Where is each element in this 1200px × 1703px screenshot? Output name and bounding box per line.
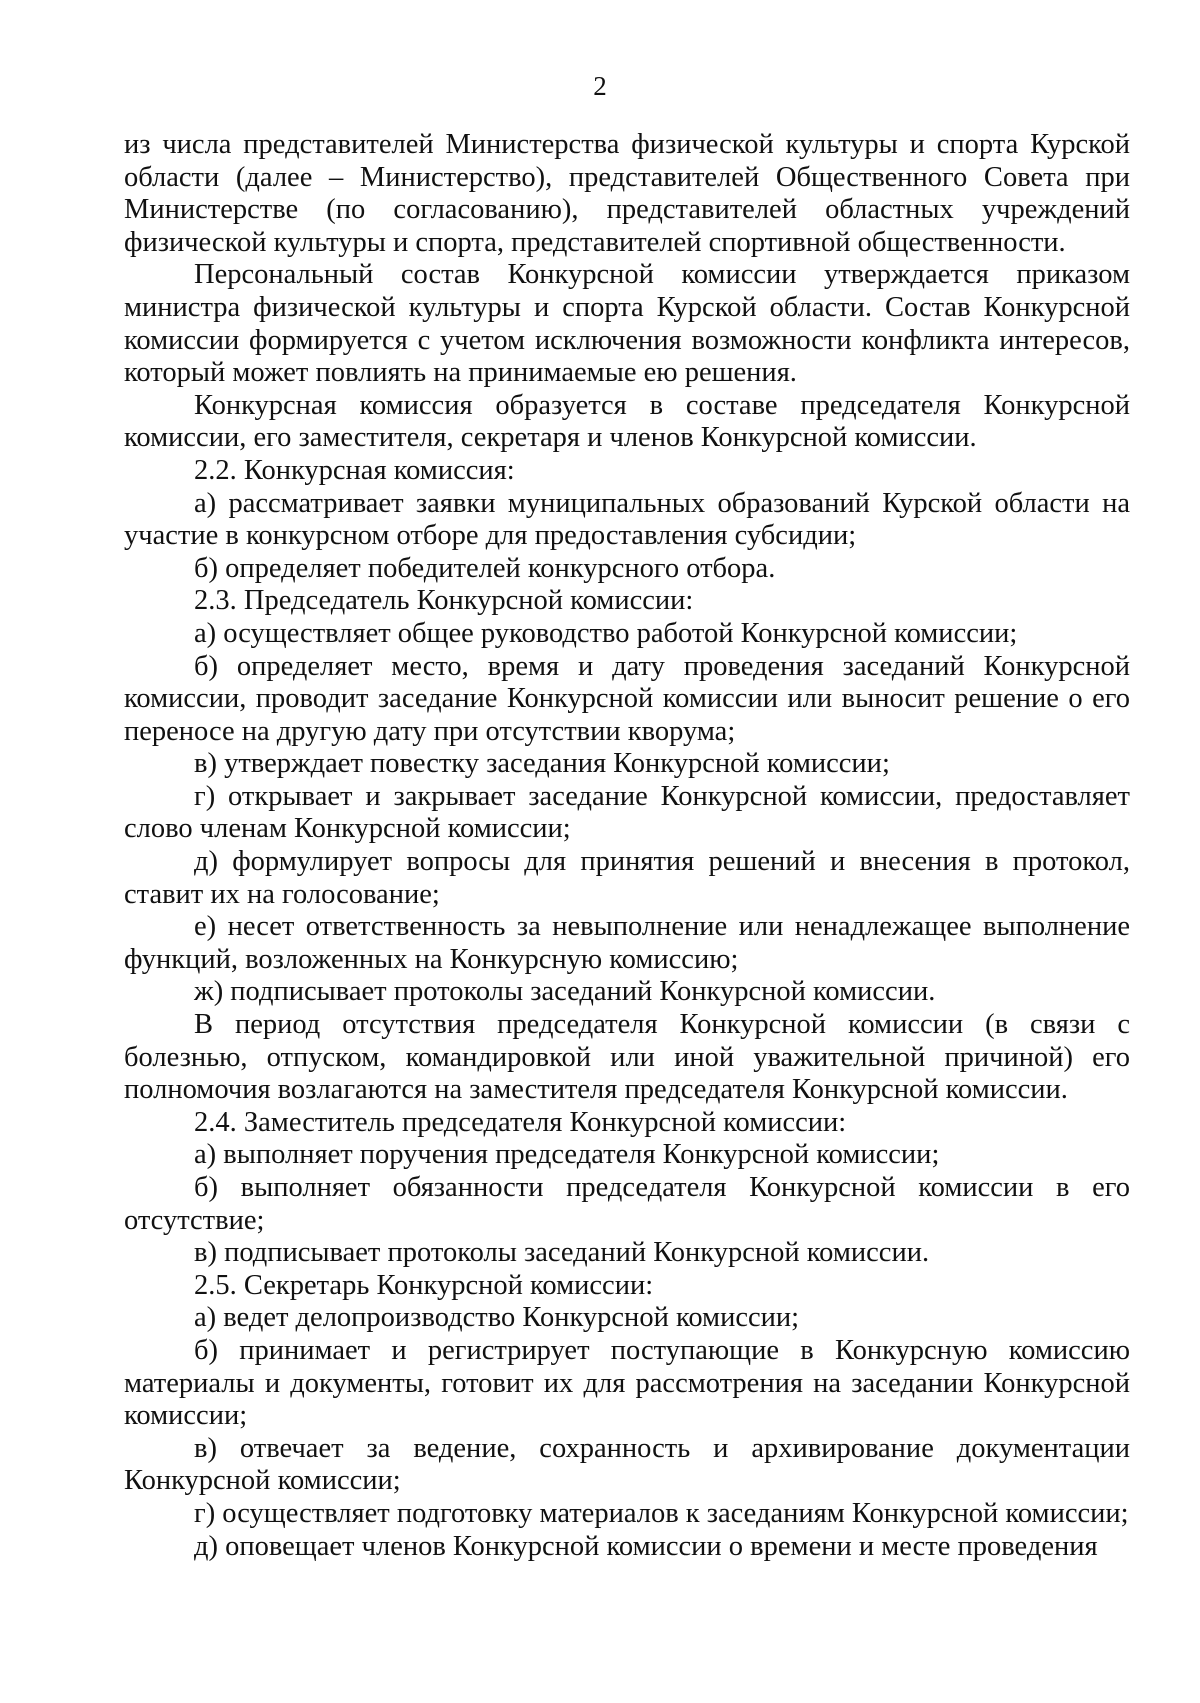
section-heading: 2.5. Секретарь Конкурсной комиссии: [194,1269,654,1301]
list-item: г) открывает и закрывает заседание Конкурсной комиссии, предоставляет слово членам Конкурсной комиссии; [124,780,1130,845]
list-item: б) принимает и регистрирует поступающие в Конкурсную комиссию материалы и документы, готовит их для рассмотрения на заседании Конкурсной комиссии; [124,1334,1130,1432]
list-item: б) выполняет обязанности председателя Конкурсной комиссии в его отсутствие; [124,1172,1130,1236]
paragraph: В период отсутствия председателя Конкурсной комиссии (в связи с болезнью, отпуском, командировкой или иной уважительной причиной) его полномочия возлагаются на заместителя председателя Конкурсной комиссии. [124,1009,1130,1106]
list-item: в) утверждает повестку заседания Конкурсной комиссии; [194,748,890,780]
paragraph: из числа представителей Министерства физической культуры и спорта Курской области (далее – Министерство), представителей Общественного Совета при Министерстве (по согласованию), представителей областных учреждений физической культуры и спорта, представителей спортивной общественности. [124,129,1130,258]
list-item: е) несет ответственность за невыполнение или ненадлежащее выполнение функций, возложенных на Конкурсную комиссию; [124,911,1130,975]
paragraph: Персональный состав Конкурсной комиссии утверждается приказом министра физической культуры и спорта Курской области. Состав Конкурсной комиссии формируется с учетом исключения возможности конфликта интересов, который может повлиять на принимаемые ею решения. [124,259,1130,389]
list-item: д) формулирует вопросы для принятия решений и внесения в протокол, ставит их на голосование; [124,846,1130,910]
section-heading: 2.3. Председатель Конкурсной комиссии: [194,585,694,617]
page-number: 2 [593,71,607,101]
list-item: б) определяет место, время и дату проведения заседаний Конкурсной комиссии, проводит заседание Конкурсной комиссии или выносит решение о его переносе на другую дату при отсутствии кворума; [124,650,1130,747]
section-heading: 2.4. Заместитель председателя Конкурсной комиссии: [194,1106,847,1138]
section-heading: 2.2. Конкурсная комиссия: [194,454,515,486]
paragraph: Конкурсная комиссия образуется в составе председателя Конкурсной комиссии, его заместителя, секретаря и членов Конкурсной комиссии. [124,389,1130,454]
list-item: а) ведет делопроизводство Конкурсной комиссии; [194,1302,800,1334]
list-item: г) осуществляет подготовку материалов к заседаниям Конкурсной комиссии; [194,1497,1129,1529]
list-item: а) выполняет поручения председателя Конкурсной комиссии; [194,1139,940,1171]
list-item: ж) подписывает протоколы заседаний Конкурсной комиссии. [194,976,936,1008]
list-item: д) оповещает членов Конкурсной комиссии о времени и месте проведения [194,1530,1098,1562]
list-item: б) определяет победителей конкурсного отбора. [194,552,776,584]
document-body [124,129,1130,1563]
list-item: а) осуществляет общее руководство работой Конкурсной комиссии; [194,617,1018,649]
list-item: в) подписывает протоколы заседаний Конкурсной комиссии. [194,1237,930,1269]
list-item: в) отвечает за ведение, сохранность и архивирование документации Конкурсной комиссии; [124,1432,1130,1497]
list-item: а) рассматривает заявки муниципальных образований Курской области на участие в конкурсном отборе для предоставления субсидии; [124,487,1130,552]
